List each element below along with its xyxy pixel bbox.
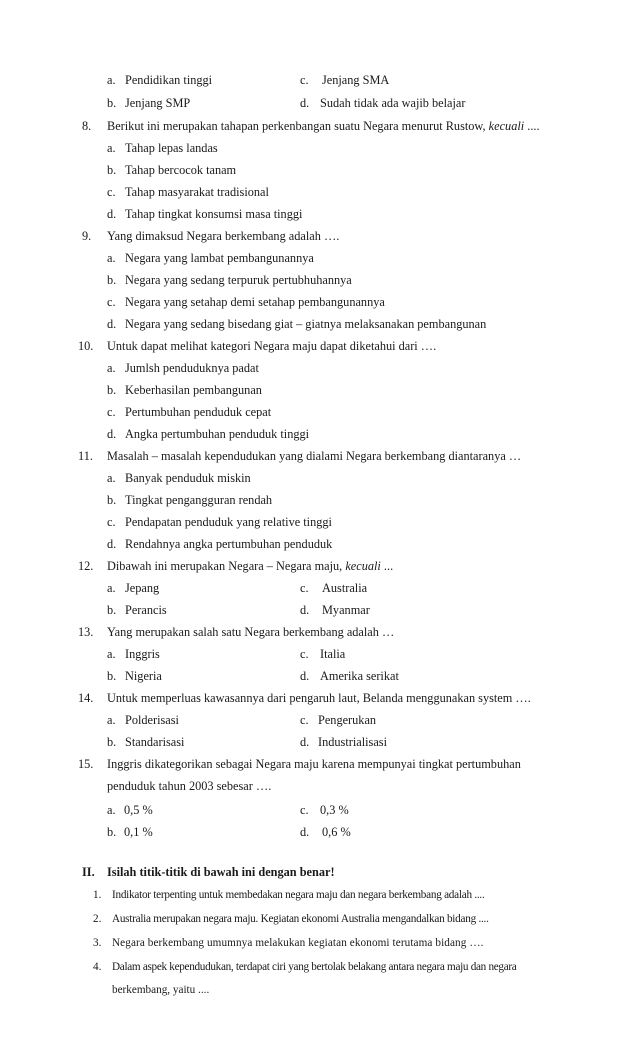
- option-letter: c.: [107, 515, 116, 529]
- option-letter: d.: [300, 669, 310, 683]
- q14-option-b: Standarisasi: [125, 735, 185, 749]
- q12-option-d: Myanmar: [322, 603, 370, 617]
- option-letter: b.: [107, 825, 117, 839]
- q8-option-b: Tahap bercocok tanam: [125, 163, 237, 177]
- fill-item-number: 3.: [93, 937, 102, 949]
- question-stem: Masalah – masalah kependudukan yang dialami Negara berkembang diantaranya …: [107, 449, 522, 463]
- option-letter: d.: [107, 317, 117, 331]
- q9-option-b: Negara yang sedang terpuruk pertubhuhannya: [125, 273, 352, 287]
- fill-item-text: Negara berkembang umumnya melakukan kegiatan ekonomi terutama bidang ….: [112, 937, 484, 949]
- question-number: 9.: [82, 229, 92, 243]
- option-letter: c.: [300, 647, 309, 661]
- option-letter: a.: [107, 73, 116, 87]
- q11-option-d: Rendahnya angka pertumbuhan penduduk: [125, 537, 333, 551]
- q7-option-d: Sudah tidak ada wajib belajar: [320, 96, 466, 110]
- q13-option-d: Amerika serikat: [320, 669, 399, 683]
- q11-option-c: Pendapatan penduduk yang relative tinggi: [125, 515, 332, 529]
- option-letter: c.: [300, 713, 309, 727]
- q8-option-d: Tahap tingkat konsumsi masa tinggi: [125, 207, 303, 221]
- option-letter: b.: [107, 163, 117, 177]
- q15-option-a: 0,5 %: [124, 803, 153, 817]
- option-letter: d.: [300, 735, 310, 749]
- section-title: Isilah titik-titik di bawah ini dengan benar!: [107, 865, 335, 879]
- q8-option-c: Tahap masyarakat tradisional: [125, 185, 269, 199]
- option-letter: c.: [300, 803, 309, 817]
- q9-option-a: Negara yang lambat pembangunannya: [125, 251, 314, 265]
- option-letter: c.: [300, 581, 309, 595]
- option-letter: b.: [107, 735, 117, 749]
- q15-option-b: 0,1 %: [124, 825, 153, 839]
- question-number: 8.: [82, 119, 92, 133]
- option-letter: d.: [107, 207, 117, 221]
- option-letter: b.: [107, 669, 117, 683]
- q15-option-c: 0,3 %: [320, 803, 349, 817]
- question-stem: Untuk dapat melihat kategori Negara maju dapat diketahui dari ….: [107, 339, 437, 353]
- question-stem-continued: penduduk tahun 2003 sebesar ….: [107, 779, 272, 793]
- q7-option-a: Pendidikan tinggi: [125, 73, 213, 87]
- option-letter: d.: [300, 96, 310, 110]
- question-number: 10.: [78, 339, 94, 353]
- q13-option-c: Italia: [320, 647, 346, 661]
- fill-item-number: 1.: [93, 889, 102, 901]
- q13-option-a: Inggris: [125, 647, 160, 661]
- q14-option-a: Polderisasi: [125, 713, 179, 727]
- option-letter: b.: [107, 383, 117, 397]
- q10-option-a: Jumlsh penduduknya padat: [125, 361, 259, 375]
- option-letter: c.: [107, 185, 116, 199]
- fill-item-text-continued: berkembang, yaitu ....: [112, 984, 210, 996]
- question-stem: Dibawah ini merupakan Negara – Negara maju, kecuali ...: [107, 559, 394, 573]
- option-letter: c.: [107, 405, 116, 419]
- option-letter: d.: [300, 603, 310, 617]
- q13-option-b: Nigeria: [125, 669, 162, 683]
- question-number: 11.: [78, 449, 93, 463]
- option-letter: a.: [107, 251, 116, 265]
- question-number: 15.: [78, 757, 94, 771]
- option-letter: b.: [107, 273, 117, 287]
- q12-option-a: Jepang: [125, 581, 160, 595]
- section-number: II.: [82, 865, 95, 879]
- option-letter: b.: [107, 96, 117, 110]
- question-stem: Berikut ini merupakan tahapan perkenbangan suatu Negara menurut Rustow, kecuali ....: [107, 119, 540, 133]
- fill-item-number: 2.: [93, 913, 102, 925]
- option-letter: c.: [107, 295, 116, 309]
- question-stem: Inggris dikategorikan sebagai Negara maju karena mempunyai tingkat pertumbuhan: [107, 757, 521, 771]
- fill-item-text: Dalam aspek kependudukan, terdapat ciri yang bertolak belakang antara negara maju dan negara: [112, 961, 517, 973]
- q9-option-c: Negara yang setahap demi setahap pembangunannya: [125, 295, 385, 309]
- option-letter: a.: [107, 471, 116, 485]
- option-letter: a.: [107, 581, 116, 595]
- q14-option-c: Pengerukan: [318, 713, 377, 727]
- q12-option-c: Australia: [322, 581, 368, 595]
- q12-option-b: Perancis: [125, 603, 167, 617]
- q10-option-c: Pertumbuhan penduduk cepat: [125, 405, 272, 419]
- question-number: 12.: [78, 559, 94, 573]
- q7-option-b: Jenjang SMP: [125, 96, 191, 110]
- question-number: 13.: [78, 625, 94, 639]
- option-letter: a.: [107, 141, 116, 155]
- fill-item-text: Indikator terpenting untuk membedakan negara maju dan negara berkembang adalah ....: [112, 889, 485, 901]
- q7-option-c: Jenjang SMA: [322, 73, 390, 87]
- option-letter: d.: [300, 825, 310, 839]
- question-stem: Yang dimaksud Negara berkembang adalah ….: [107, 229, 340, 243]
- fill-item-number: 4.: [93, 961, 102, 973]
- option-letter: b.: [107, 603, 117, 617]
- option-letter: a.: [107, 647, 116, 661]
- option-letter: b.: [107, 493, 117, 507]
- option-letter: d.: [107, 537, 117, 551]
- question-number: 14.: [78, 691, 94, 705]
- q8-option-a: Tahap lepas landas: [125, 141, 218, 155]
- option-letter: c.: [300, 73, 309, 87]
- q10-option-d: Angka pertumbuhan penduduk tinggi: [125, 427, 310, 441]
- q10-option-b: Keberhasilan pembangunan: [125, 383, 262, 397]
- option-letter: a.: [107, 803, 116, 817]
- q11-option-b: Tingkat pengangguran rendah: [125, 493, 273, 507]
- option-letter: a.: [107, 361, 116, 375]
- option-letter: a.: [107, 713, 116, 727]
- q14-option-d: Industrialisasi: [318, 735, 387, 749]
- q11-option-a: Banyak penduduk miskin: [125, 471, 251, 485]
- question-stem: Yang merupakan salah satu Negara berkembang adalah …: [107, 625, 395, 639]
- option-letter: d.: [107, 427, 117, 441]
- q15-option-d: 0,6 %: [322, 825, 351, 839]
- q9-option-d: Negara yang sedang bisedang giat – giatnya melaksanakan pembangunan: [125, 317, 487, 331]
- question-stem: Untuk memperluas kawasannya dari pengaruh laut, Belanda menggunakan system ….: [107, 691, 531, 705]
- fill-item-text: Australia merupakan negara maju. Kegiatan ekonomi Australia mengandalkan bidang ....: [112, 913, 489, 925]
